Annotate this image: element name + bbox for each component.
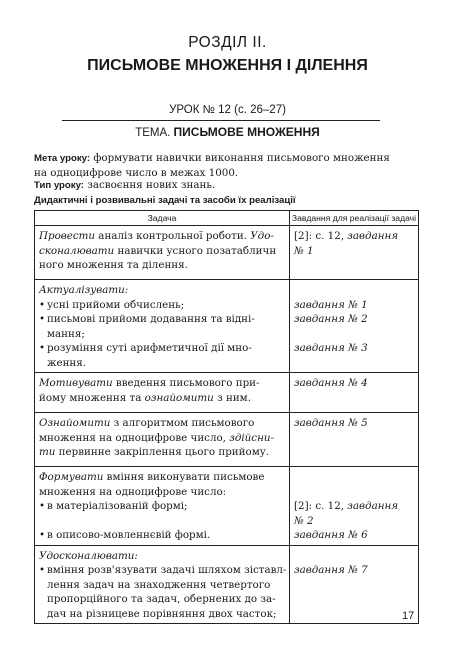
page-number: 17 <box>402 610 415 622</box>
section-title: ПИСЬМОВЕ МНОЖЕННЯ І ДІЛЕННЯ <box>87 57 368 74</box>
lesson-divider <box>62 120 380 121</box>
lesson-title: УРОК № 12 (с. 26–27) <box>169 104 286 116</box>
row6-task: Удосконалювати: • вміння розв'язувати задачі шляхом зіставл- лення задач на знаходження четвертого пропорційного та задач, обернених до за- дач на різницеве порівняння двох часток; <box>35 545 290 624</box>
row2-means: завдання № 1 завдання № 2 завдання № 3 <box>290 280 419 373</box>
row4-means: завдання № 5 <box>290 413 419 467</box>
header-means: Завдання для реалізації задачі <box>290 211 419 226</box>
goal-label: Мета уроку: <box>34 153 91 164</box>
header-task: Задача <box>35 211 290 226</box>
row3-means: завдання № 4 <box>290 373 419 413</box>
type-label: Тип уроку: <box>34 180 84 191</box>
row5-means: [2]: с. 12, завдання № 2 завдання № 6 <box>290 467 419 546</box>
row1-line2: сконалювати навички усного позатабличн <box>39 244 277 257</box>
theme-label: ТЕМА. <box>135 127 171 139</box>
tasks-table <box>34 210 419 624</box>
theme-line <box>0 125 455 139</box>
theme-name: ПИСЬМОВЕ МНОЖЕННЯ <box>173 125 320 139</box>
goal-line-1: формувати навички виконання письмового множення <box>93 152 390 164</box>
goal-line-2: на одноцифрове число в межах 1000. <box>34 167 239 179</box>
row6-means: завдання № 7 <box>290 545 419 624</box>
type-value: засвоєння нових знань. <box>87 179 216 191</box>
row2-task: Актуалізувати: • усні прийоми обчислень; • письмові прийоми додавання та відні- мання; • розуміння суті арифметичної дії мно- ження. <box>35 280 290 373</box>
row1-task <box>35 226 290 280</box>
table-row <box>35 467 419 546</box>
lesson-type <box>34 178 420 193</box>
row4-task: Ознайомити з алгоритмом письмового множення на одноцифрове число, здійсни- ти первинне закріплення цього прийому. <box>35 413 290 467</box>
table-row <box>35 545 419 624</box>
row1-line3: ного множення та ділення. <box>39 259 188 271</box>
tasks-label: Дидактичні і розвивальні задачі та засоби їх реалізації <box>34 195 296 206</box>
table-header-row <box>35 211 419 226</box>
table-row <box>35 373 419 413</box>
row5-task: Формувати вміння виконувати письмове множення на одноцифрове число: • в матеріалізованій формі; • в описово-мовленнєвій формі. <box>35 467 290 546</box>
row3-task: Мотивувати введення письмового при- йому множення та ознайомити з ним. <box>35 373 290 413</box>
row1-line1: Провести аналіз контрольної роботи. Удо- <box>39 230 274 242</box>
lesson-goal <box>34 151 420 180</box>
table-row <box>35 413 419 467</box>
section-label: РОЗДІЛ ІІ. <box>188 34 267 51</box>
table-row <box>35 280 419 373</box>
row1-means: [2]: с. 12, завдання № 1 <box>290 226 419 280</box>
table-row <box>35 226 419 280</box>
tasks-heading <box>34 193 420 208</box>
